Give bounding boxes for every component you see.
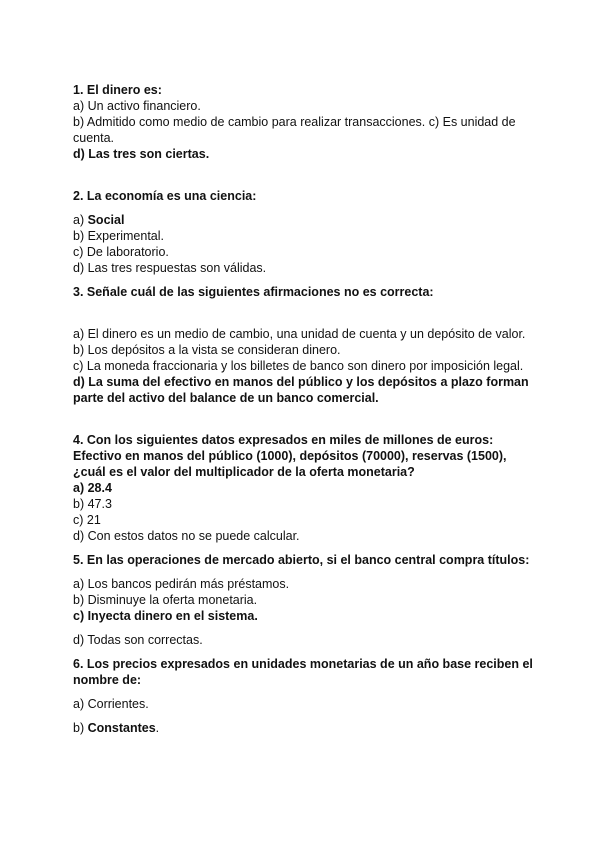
question-3-option-a: a) El dinero es un medio de cambio, una unidad de cuenta y un depósito de valor. bbox=[73, 327, 526, 341]
question-1-title: 1. El dinero es: bbox=[73, 83, 162, 97]
question-2-option-c: c) De laboratorio. bbox=[73, 245, 169, 259]
question-6-option-b-prefix: b) bbox=[73, 721, 88, 735]
question-5 bbox=[73, 552, 533, 648]
question-2-title: 2. La economía es una ciencia: bbox=[73, 189, 257, 203]
question-6-option-a: a) Corrientes. bbox=[73, 697, 149, 711]
question-3-option-b: b) Los depósitos a la vista se consideran dinero. bbox=[73, 343, 341, 357]
question-4-option-c: c) 21 bbox=[73, 513, 101, 527]
question-4-option-d: d) Con estos datos no se puede calcular. bbox=[73, 529, 300, 543]
question-4-option-b: b) 47.3 bbox=[73, 497, 112, 511]
question-1-option-d: d) Las tres son ciertas. bbox=[73, 147, 210, 161]
question-5-option-b: b) Disminuye la oferta monetaria. bbox=[73, 593, 258, 607]
question-3-option-d: d) La suma del efectivo en manos del público y los depósitos a plazo forman parte del activo del balance de un banco comercial. bbox=[73, 375, 529, 405]
question-4-option-a: a) 28.4 bbox=[73, 481, 112, 495]
question-2-option-a-bold: Social bbox=[87, 213, 125, 227]
question-6-option-b-suffix: . bbox=[155, 721, 160, 735]
question-6 bbox=[73, 656, 533, 736]
question-2 bbox=[73, 188, 533, 276]
question-2-option-d: d) Las tres respuestas son válidas. bbox=[73, 261, 267, 275]
question-1-option-a: a) Un activo financiero. bbox=[73, 99, 201, 113]
question-5-option-a: a) Los bancos pedirán más préstamos. bbox=[73, 577, 290, 591]
question-3-title: 3. Señale cuál de las siguientes afirmaciones no es correcta: bbox=[73, 285, 434, 299]
question-2-option-b: b) Experimental. bbox=[73, 229, 165, 243]
question-6-title: 6. Los precios expresados en unidades monetarias de un año base reciben el nombre de: bbox=[73, 657, 533, 687]
question-6-option-b-bold: Constantes bbox=[87, 721, 156, 735]
question-5-title: 5. En las operaciones de mercado abierto, si el banco central compra títulos: bbox=[73, 553, 530, 567]
question-1-option-bc: b) Admitido como medio de cambio para realizar transacciones. c) Es unidad de cuenta. bbox=[73, 115, 516, 145]
question-4 bbox=[73, 432, 533, 544]
question-5-option-d: d) Todas son correctas. bbox=[73, 633, 203, 647]
question-6-option-b bbox=[73, 720, 533, 736]
question-3-option-c: c) La moneda fraccionaria y los billetes de banco son dinero por imposición legal. bbox=[73, 359, 524, 373]
question-2-option-a bbox=[73, 212, 533, 228]
question-1 bbox=[73, 82, 533, 162]
question-4-title: 4. Con los siguientes datos expresados en miles de millones de euros: Efectivo en manos del público (1000), depósitos (70000), reservas (1500), ¿cuál es el valor del multiplicador de la oferta monetaria? bbox=[73, 433, 507, 479]
question-3 bbox=[73, 284, 533, 406]
question-5-option-c: c) Inyecta dinero en el sistema. bbox=[73, 609, 258, 623]
document-page bbox=[73, 82, 533, 736]
question-2-option-a-prefix: a) bbox=[73, 213, 88, 227]
